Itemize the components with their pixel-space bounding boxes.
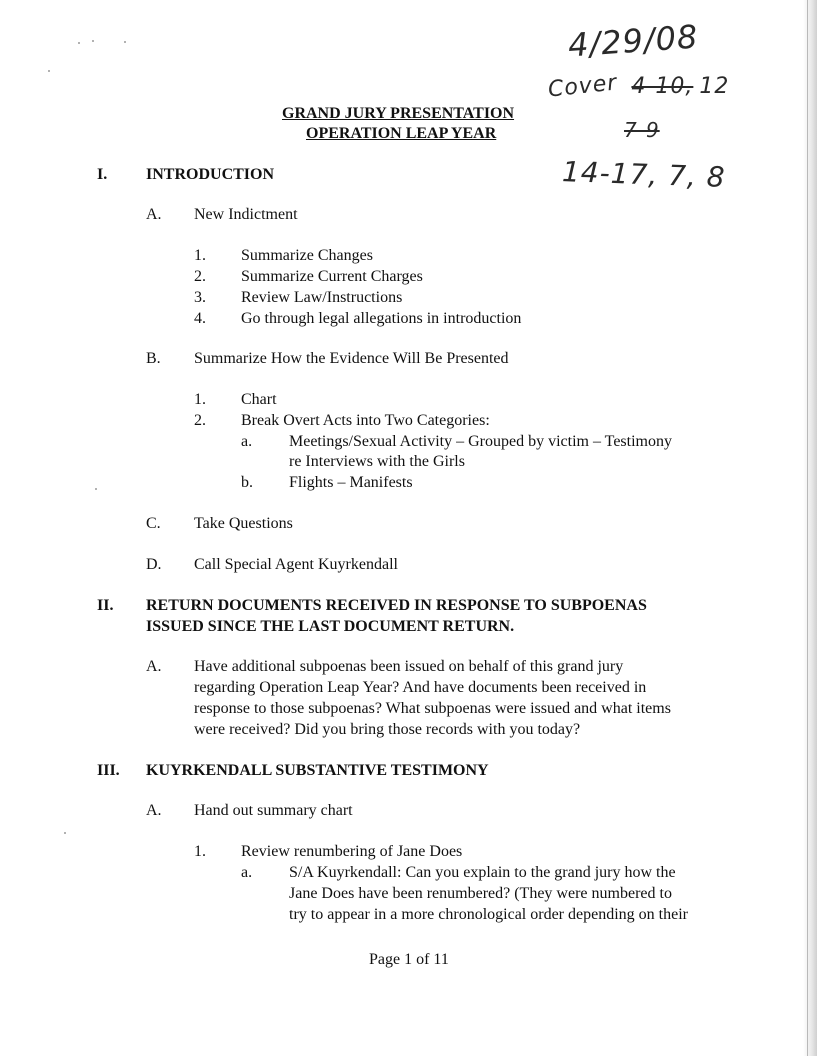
section-3-numeral: III. <box>97 762 120 779</box>
list-item-number: 4. <box>194 310 206 327</box>
section-1-c-text: Take Questions <box>194 515 293 532</box>
section-1-c-letter: C. <box>146 515 161 532</box>
section-1-b-letter: B. <box>146 350 161 367</box>
section-1-d-text: Call Special Agent Kuyrkendall <box>194 556 398 573</box>
list-item-number: 1. <box>194 247 206 264</box>
section-2-numeral: II. <box>97 597 114 614</box>
section-1-a-text: New Indictment <box>194 206 298 223</box>
sub-item-text: re Interviews with the Girls <box>289 453 465 470</box>
sub-item-text: Meetings/Sexual Activity – Grouped by victim – Testimony <box>289 433 672 450</box>
section-1-numeral: I. <box>97 166 108 183</box>
title-line-1: GRAND JURY PRESENTATION <box>282 105 515 122</box>
section-1-d-letter: D. <box>146 556 162 573</box>
handwritten-date: 4/29/08 <box>566 17 700 65</box>
scanned-page-edge <box>803 0 817 1056</box>
list-item-text: Summarize Current Charges <box>241 268 423 285</box>
list-item-number: 1. <box>194 391 206 408</box>
scan-speck <box>78 42 80 44</box>
list-item-number: 2. <box>194 412 206 429</box>
scan-speck <box>92 40 94 42</box>
list-item-number: 1. <box>194 843 206 860</box>
sub-item-text: Jane Does have been renumbered? (They were numbered to <box>289 885 672 902</box>
list-item-text: Review Law/Instructions <box>241 289 403 306</box>
page-number: Page 1 of 11 <box>369 951 449 968</box>
section-2-heading-line-2: ISSUED SINCE THE LAST DOCUMENT RETURN. <box>146 618 515 635</box>
scan-speck <box>95 488 97 490</box>
paragraph-line: response to those subpoenas? What subpoenas were issued and what items <box>194 700 671 717</box>
list-item-text: Chart <box>241 391 277 408</box>
section-3-a-letter: A. <box>146 802 162 819</box>
paragraph-line: Have additional subpoenas been issued on behalf of this grand jury <box>194 658 624 675</box>
list-item-number: 2. <box>194 268 206 285</box>
section-3-a-text: Hand out summary chart <box>194 802 353 819</box>
section-2-heading-line-1: RETURN DOCUMENTS RECEIVED IN RESPONSE TO SUBPOENAS <box>146 597 647 614</box>
sub-item-letter: b. <box>241 474 253 491</box>
section-1-b-text: Summarize How the Evidence Will Be Presented <box>194 350 509 367</box>
section-3-heading: KUYRKENDALL SUBSTANTIVE TESTIMONY <box>146 762 489 779</box>
handwritten-page-list: 14-17, 7, 8 <box>561 155 727 194</box>
handwritten-cover-struck: 4-10, <box>631 74 694 99</box>
sub-item-text: Flights – Manifests <box>289 474 413 491</box>
sub-item-text: try to appear in a more chronological order depending on their <box>289 906 688 923</box>
sub-item-letter: a. <box>241 433 253 450</box>
list-item-number: 3. <box>194 289 206 306</box>
list-item-text: Go through legal allegations in introduction <box>241 310 522 327</box>
scanned-page-edge-line <box>807 0 808 1056</box>
section-1-heading: INTRODUCTION <box>146 166 275 183</box>
handwritten-cover-tail: 12 <box>699 74 730 99</box>
handwritten-cover-word: Cover <box>546 70 619 103</box>
list-item-text: Review renumbering of Jane Does <box>241 843 463 860</box>
sub-item-letter: a. <box>241 864 253 881</box>
paragraph-line: regarding Operation Leap Year? And have documents been received in <box>194 679 647 696</box>
sub-item-text: S/A Kuyrkendall: Can you explain to the grand jury how the <box>289 864 676 881</box>
title-line-2: OPERATION LEAP YEAR <box>306 125 497 142</box>
section-2-a-letter: A. <box>146 658 162 675</box>
scan-speck <box>48 70 50 72</box>
scan-speck <box>64 832 66 834</box>
handwritten-cover-note <box>546 70 730 103</box>
paragraph-line: were received? Did you bring those records with you today? <box>194 721 581 738</box>
section-1-a-letter: A. <box>146 206 162 223</box>
list-item-text: Summarize Changes <box>241 247 373 264</box>
scan-speck <box>124 41 126 43</box>
list-item-text: Break Overt Acts into Two Categories: <box>241 412 490 429</box>
handwritten-struck-pages: 7-9 <box>624 118 660 142</box>
